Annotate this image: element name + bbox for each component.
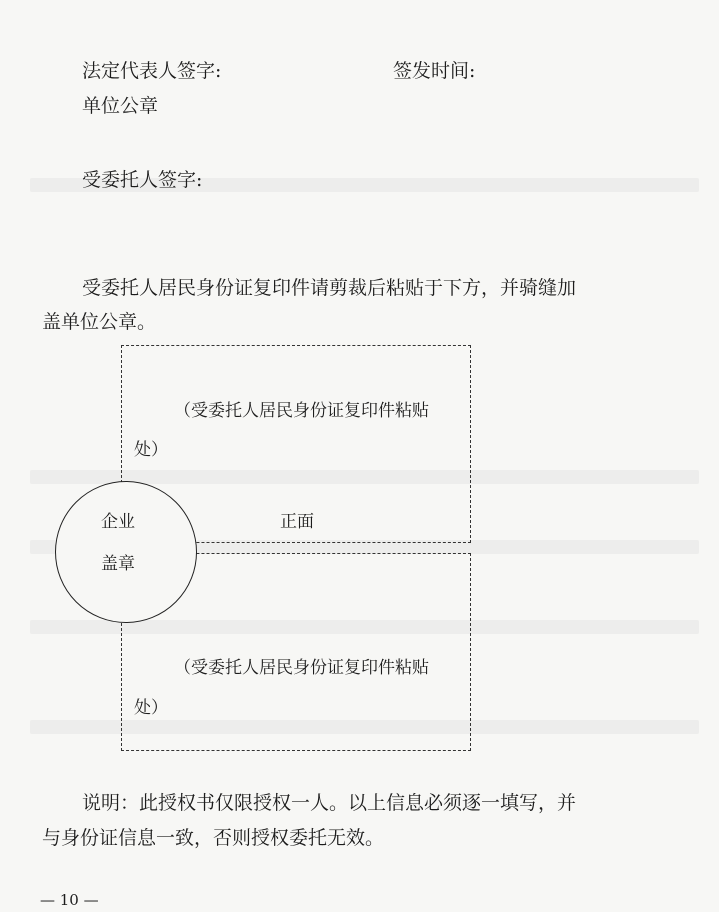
instruction-line-2: 盖单位公章。 — [42, 311, 157, 333]
seal-text-line-2: 盖章 — [101, 554, 135, 574]
seal-text-line-1: 企业 — [101, 512, 135, 532]
note-line-1: 说明：此授权书仅限授权一人。以上信息必须逐一填写，并 — [82, 792, 577, 814]
note-line-2: 与身份证信息一致，否则授权委托无效。 — [42, 827, 385, 849]
paste-instruction-back-line-2: 处） — [134, 698, 168, 718]
company-seal-circle — [55, 481, 197, 623]
front-side-label: 正面 — [280, 512, 314, 532]
legal-representative-signature-label: 法定代表人签字: — [82, 60, 222, 82]
paste-instruction-back-line-1: （受委托人居民身份证复印件粘贴 — [174, 658, 429, 678]
paste-instruction-front-line-2: 处） — [134, 440, 168, 460]
page-number: — 10 — — [40, 891, 99, 909]
paste-instruction-front-line-1: （受委托人居民身份证复印件粘贴 — [174, 401, 429, 421]
unit-seal-label: 单位公章 — [82, 95, 159, 117]
trustee-signature-label: 受委托人签字: — [82, 169, 203, 191]
instruction-line-1: 受委托人居民身份证复印件请剪裁后粘贴于下方，并骑缝加 — [82, 277, 577, 299]
issue-time-label: 签发时间: — [393, 60, 476, 82]
